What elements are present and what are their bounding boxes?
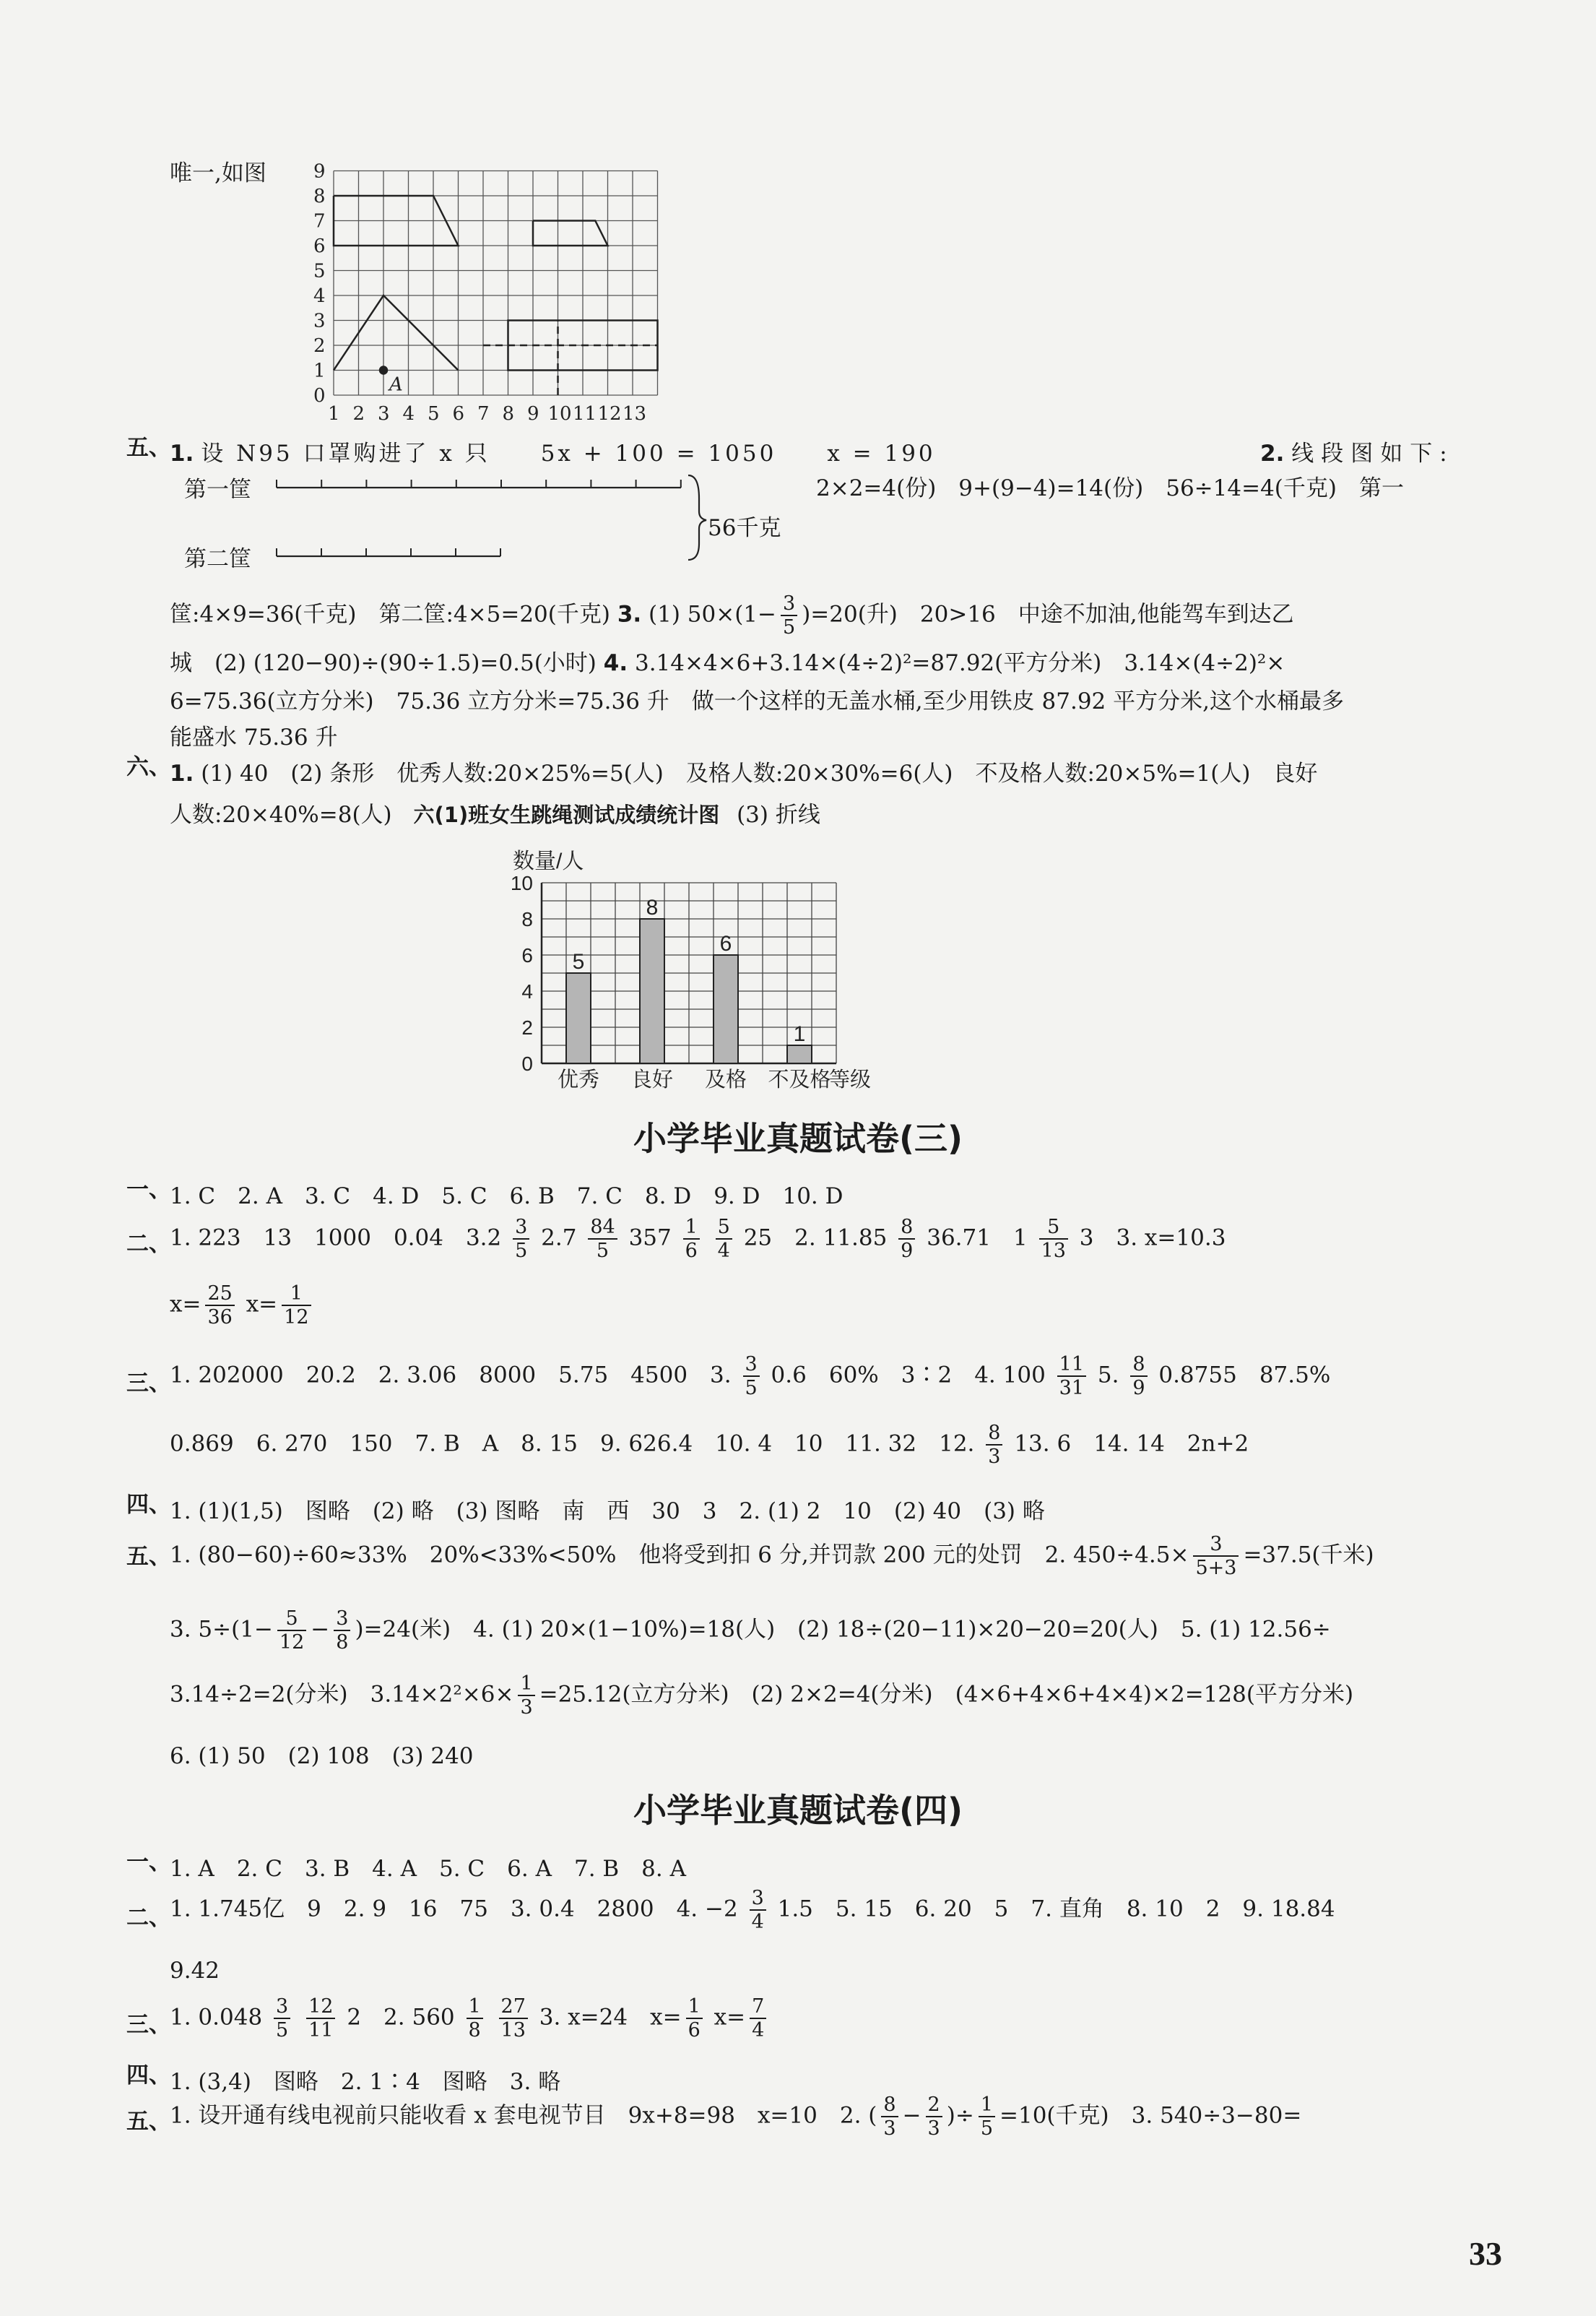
y-tick-label: 7 [313,210,326,233]
x-tick-label: 10 [547,403,572,425]
answer-text: 2.7 [541,1224,577,1251]
y-tick-label: 0 [521,1053,533,1075]
fraction: $\frac{1}{8}$ [467,1995,483,2041]
answer-text: 13. 6 14. 14 2n+2 [1014,1430,1249,1457]
answer-text: 2 2. 560 [347,2004,455,2031]
section-marker: 一、 [126,1177,171,1203]
segment-total: 56千克 [708,515,781,541]
fraction: $\frac{1}{6}$ [683,1216,700,1262]
answer-text: )÷ [946,2102,974,2129]
answer-text: 线段图如下: [1291,441,1454,467]
fraction: $\frac{7}{4}$ [750,1995,766,2041]
paper-title: 小学毕业真题试卷(四) [633,1791,963,1830]
x-tick-label: 1 [328,403,340,425]
fraction: $\frac{1}{3}$ [518,1672,534,1719]
answer-text: (1) 40 (2) 条形 优秀人数:20×25%=5(人) 及格人数:20×30%=6(人) 不及格人数:20×5%=1(人) 良好 [201,761,1318,787]
answer-text: 1. A 2. C 3. B 4. A 5. C 6. A 7. B 8. A [170,1856,686,1882]
y-tick-label: 10 [510,872,533,894]
y-axis-label: 数量/人 [513,850,584,873]
answer-text: 25 2. 11.85 [743,1224,888,1251]
x-tick-label: 12 [597,403,622,425]
answer-text: x= [246,1291,278,1318]
x-tick-label: 4 [402,403,415,425]
answer-text: 1. (80−60)÷60≈33% 20%<33%<50% 他将受到扣 6 分,并罚款 200 元的处罚 2. 450÷4.5× [170,1542,1189,1568]
x-tick-label: 7 [477,403,490,425]
bar [714,955,738,1063]
y-tick-label: 4 [521,980,533,1003]
answer-text: 3.14×4×6+3.14×(4÷2)²=87.92(平方分米) 3.14×(4÷2)²× [634,650,1285,676]
fraction: $\frac{8}{9}$ [898,1216,915,1262]
section-marker: 一、 [126,1849,171,1875]
fraction: $\frac{5}{4}$ [716,1216,732,1262]
y-tick-label: 2 [521,1016,533,1039]
q-number: 1. [170,441,194,467]
answer-text: 3. 5÷(1− [170,1616,273,1643]
bar-value-label: 5 [572,950,585,974]
answer-text: 9.42 [170,1958,220,1984]
answer-text: x= [714,2004,746,2031]
y-tick-label: 1 [313,360,326,382]
y-tick-label: 6 [521,944,533,967]
q-number: 2. [1260,441,1285,467]
category-label: 及格 [704,1068,747,1092]
y-tick-label: 6 [313,236,326,257]
answer-text: 0.869 6. 270 150 7. B A 8. 15 9. 626.4 10. 4 10 11. 32 12. [170,1430,975,1457]
section-marker: 五、 [126,435,171,461]
x-tick-label: 5 [428,403,440,425]
q-number: 4. [603,650,628,676]
answer-text: 3 3. x=10.3 [1079,1224,1226,1251]
answer-text: 6. (1) 50 (2) 108 (3) 240 [170,1743,474,1769]
fraction: $\frac{27}{13}$ [499,1995,528,2041]
y-tick-label: 0 [313,385,326,407]
answer-text: 人数:20×40%=8(人) [170,802,392,828]
answer-text: =37.5(千米) [1243,1542,1374,1568]
section-marker: 五、 [126,2109,171,2135]
paper-title: 小学毕业真题试卷(三) [633,1119,963,1158]
category-label: 良好 [630,1068,674,1092]
y-tick-label: 5 [313,260,326,282]
answer-text: 能盛水 75.36 升 [170,725,338,751]
answer-text: 1. (3,4) 图略 2. 1∶4 图略 3. 略 [170,2069,561,2095]
fraction: $\frac{8}{3}$ [986,1422,1002,1468]
intro-label: 唯一,如图 [170,160,266,186]
basket-label-1: 第一筐 [184,477,251,503]
answer-text: 1. 设开通有线电视前只能收看 x 套电视节目 9x+8=98 x=10 2. ( [170,2102,877,2129]
section-marker: 六、 [126,754,171,780]
answer-text: 0.8755 87.5% [1158,1362,1331,1388]
q-number: 3. [617,601,642,628]
segment-diagram [273,470,706,563]
x-tick-label: 2 [352,403,365,425]
fraction: $\frac{84}{5}$ [588,1216,617,1262]
answer-text: − [902,2102,921,2129]
bar [787,1045,812,1063]
answer-text: 1. (1)(1,5) 图略 (2) 略 (3) 图略 南 西 30 3 2. (1) 2 10 (2) 40 (3) 略 [170,1498,1045,1524]
answer-text: )=20(升) 20>16 中途不加油,他能驾车到达乙 [802,601,1294,628]
y-tick-label: 9 [313,160,326,183]
answer-text: 1.5 5. 15 6. 20 5 7. 直角 8. 10 2 9. 18.84 [777,1896,1335,1922]
x-tick-label: 13 [623,403,647,425]
section-marker: 四、 [126,2062,171,2088]
answer-text: x= [170,1291,201,1318]
fraction: $\frac{8}{3}$ [881,2094,898,2140]
answer-text: 1. C 2. A 3. C 4. D 5. C 6. B 7. C 8. D 9. D 10. D [170,1183,843,1209]
fraction: $\frac{3}{5}$ [274,1995,290,2041]
triangle-shape [334,295,459,371]
answer-text: 1. 1.745亿 9 2. 9 16 75 3. 0.4 2800 4. −2 [170,1896,738,1922]
answer-text: 3. x=24 x= [539,2004,682,2031]
fraction: $\frac{3}{8}$ [334,1607,350,1654]
answer-text: 5. [1097,1362,1119,1388]
point-a-marker [380,367,387,374]
answer-text: 1. 223 13 1000 0.04 3.2 [170,1224,502,1251]
category-label: 不及格 [768,1068,831,1092]
answer-text: 城 (2) (120−90)÷(90÷1.5)=0.5(小时) [170,650,597,676]
chart-title: 六(1)班女生跳绳测试成绩统计图 [413,803,720,827]
section-marker: 二、 [126,1905,171,1931]
answer-text: (1) 50×(1− [649,601,777,628]
fraction: $\frac{5}{13}$ [1039,1216,1068,1262]
section-marker: 五、 [126,1544,171,1570]
x-tick-label: 3 [378,403,390,425]
fraction: $\frac{2}{3}$ [926,2094,942,2140]
section-marker: 二、 [126,1231,171,1257]
answer-text: 3.14÷2=2(分米) 3.14×2²×6× [170,1681,514,1708]
fraction: $\frac{12}{11}$ [306,1995,335,2041]
answer-text: 设 N95 口罩购进了 x 只 5x + 100 = 1050 x = 190 [201,441,936,467]
answer-text: )=24(米) 4. (1) 20×(1−10%)=18(人) (2) 18÷(20−11)×20−20=20(人) 5. (1) 12.56÷ [355,1616,1331,1643]
y-tick-label: 8 [313,186,326,207]
fraction: $\frac{11}{31}$ [1057,1353,1086,1399]
answer-text: (3) 折线 [737,802,820,828]
x-tick-label: 11 [573,403,597,425]
answer-text: 1. 202000 20.2 2. 3.06 8000 5.75 4500 3. [170,1362,732,1388]
answer-text: 357 [628,1224,672,1251]
answer-text: 1. 0.048 [170,2004,263,2031]
fraction: $\frac{3}{5}$ [781,592,797,639]
fraction: $\frac{5}{12}$ [277,1607,306,1654]
answer-text: 0.6 60% 3∶2 4. 100 [771,1362,1046,1388]
fraction: $\frac{3}{4}$ [750,1887,766,1933]
answer-text: 2×2=4(份) 9+(9−4)=14(份) 56÷14=4(千克) 第一 [816,475,1404,501]
y-tick-label: 2 [313,335,326,357]
x-tick-label: 8 [502,403,515,425]
coordinate-grid-figure [289,160,664,430]
section-marker: 三、 [126,2012,171,2038]
basket-label-2: 第二筐 [184,546,251,572]
section-marker: 三、 [126,1370,171,1396]
y-tick-label: 3 [313,310,326,332]
bar [566,973,591,1063]
answer-text: =10(千克) 3. 540÷3−80= [999,2102,1302,2129]
x-tick-label: 9 [527,403,539,425]
fraction: $\frac{1}{6}$ [686,1995,703,2041]
fraction: $\frac{25}{36}$ [205,1282,234,1328]
answer-text: 筐:4×9=36(千克) 第二筐:4×5=20(千克) [170,601,610,628]
fraction: $\frac{1}{12}$ [282,1282,311,1328]
bar [640,919,664,1063]
fraction: $\frac{1}{5}$ [979,2094,995,2140]
fraction: $\frac{3}{5}$ [513,1216,529,1262]
fraction: $\frac{3}{5+3}$ [1193,1533,1239,1579]
category-label: 优秀 [557,1068,600,1092]
bar-value-label: 1 [793,1022,806,1046]
x-axis-label: 等级 [829,1068,872,1092]
bar-value-label: 6 [719,932,732,956]
answer-text: 6=75.36(立方分米) 75.36 立方分米=75.36 升 做一个这样的无盖水桶,至少用铁皮 87.92 平方分米,这个水桶最多 [170,688,1344,714]
bar-value-label: 8 [646,896,659,920]
section-marker: 四、 [126,1492,171,1518]
x-tick-label: 6 [452,403,465,425]
answer-text: − [311,1616,330,1643]
fraction: $\frac{3}{5}$ [743,1353,760,1399]
page-number: 33 [1469,2235,1502,2272]
fraction: $\frac{8}{9}$ [1130,1353,1147,1399]
y-tick-label: 8 [521,908,533,930]
y-tick-label: 4 [313,285,326,307]
answer-text: =25.12(立方分米) (2) 2×2=4(分米) (4×6+4×6+4×4)×2=128(平方分米) [539,1681,1354,1708]
q-number: 1. [170,761,194,787]
point-a-label: A [389,373,403,396]
answer-text: 36.71 1 [927,1224,1028,1251]
small-trapezoid-shape [533,221,608,246]
bar-chart [491,831,872,1098]
